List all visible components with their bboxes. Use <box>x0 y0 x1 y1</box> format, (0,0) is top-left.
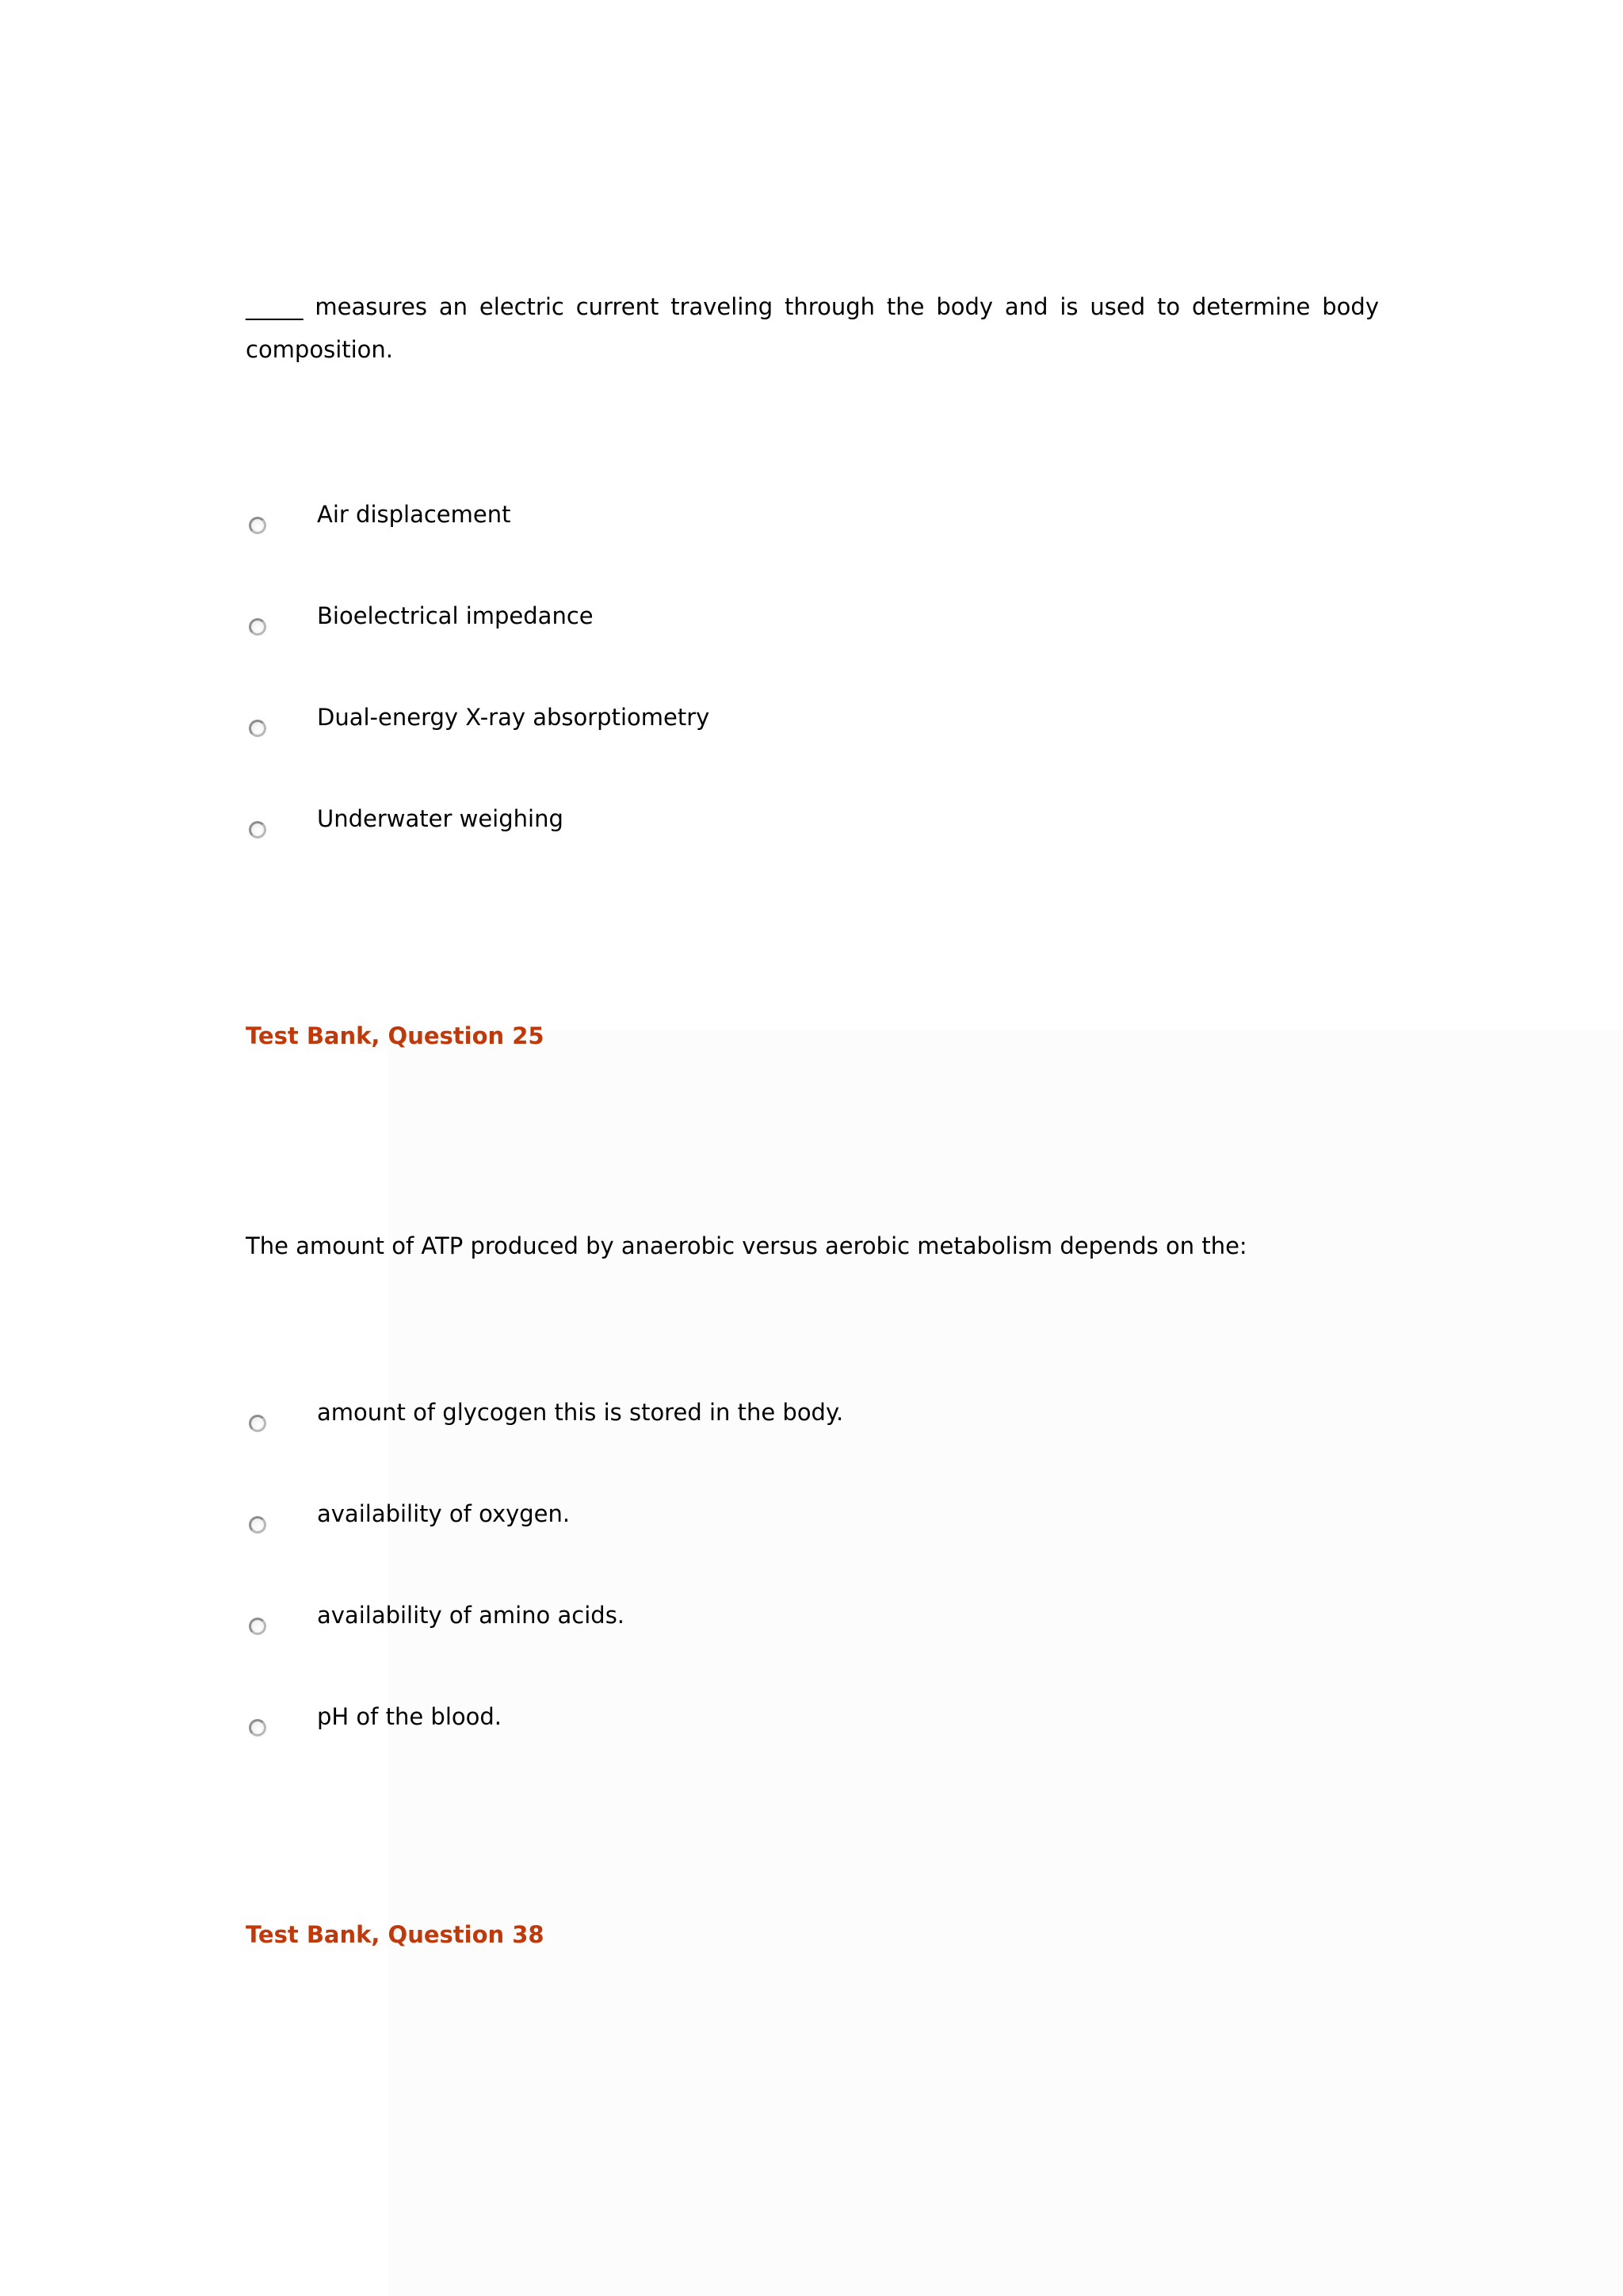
page-background-shade <box>388 1030 1623 2296</box>
answer-option-label: availability of amino acids. <box>317 1602 625 1629</box>
question-text: The amount of ATP produced by anaerobic versus aerobic metabolism depends on the: <box>246 1232 1247 1259</box>
answer-option[interactable] <box>246 602 1038 650</box>
question-heading: Test Bank, Question 25 <box>246 1022 544 1049</box>
answer-option[interactable] <box>246 1703 1038 1751</box>
question-heading: Test Bank, Question 38 <box>246 1921 544 1948</box>
answer-option-label: pH of the blood. <box>317 1703 502 1730</box>
answer-option-label: Dual-energy X-ray absorptiometry <box>317 704 710 731</box>
answer-option-label: Bioelectrical impedance <box>317 602 594 629</box>
answer-option-label: Air displacement <box>317 501 511 528</box>
answer-option-label: Underwater weighing <box>317 805 563 832</box>
radio-button-icon[interactable] <box>249 517 266 534</box>
answer-option[interactable] <box>246 1500 1038 1548</box>
radio-button-icon[interactable] <box>249 1415 266 1432</box>
answer-option-label: availability of oxygen. <box>317 1500 571 1527</box>
question-text: _____ measures an electric current traveling through the body and is used to determine body composition. <box>246 293 1379 363</box>
answer-option[interactable] <box>246 805 1038 853</box>
radio-button-icon[interactable] <box>249 720 266 737</box>
answer-option[interactable] <box>246 1602 1038 1649</box>
answer-option[interactable] <box>246 1399 1038 1446</box>
answer-option[interactable] <box>246 501 1038 548</box>
radio-button-icon[interactable] <box>249 1516 266 1534</box>
answer-option-label: amount of glycogen this is stored in the body. <box>317 1399 844 1426</box>
radio-button-icon[interactable] <box>249 1618 266 1635</box>
radio-button-icon[interactable] <box>249 618 266 636</box>
answer-option[interactable] <box>246 704 1038 751</box>
radio-button-icon[interactable] <box>249 1719 266 1736</box>
radio-button-icon[interactable] <box>249 821 266 839</box>
